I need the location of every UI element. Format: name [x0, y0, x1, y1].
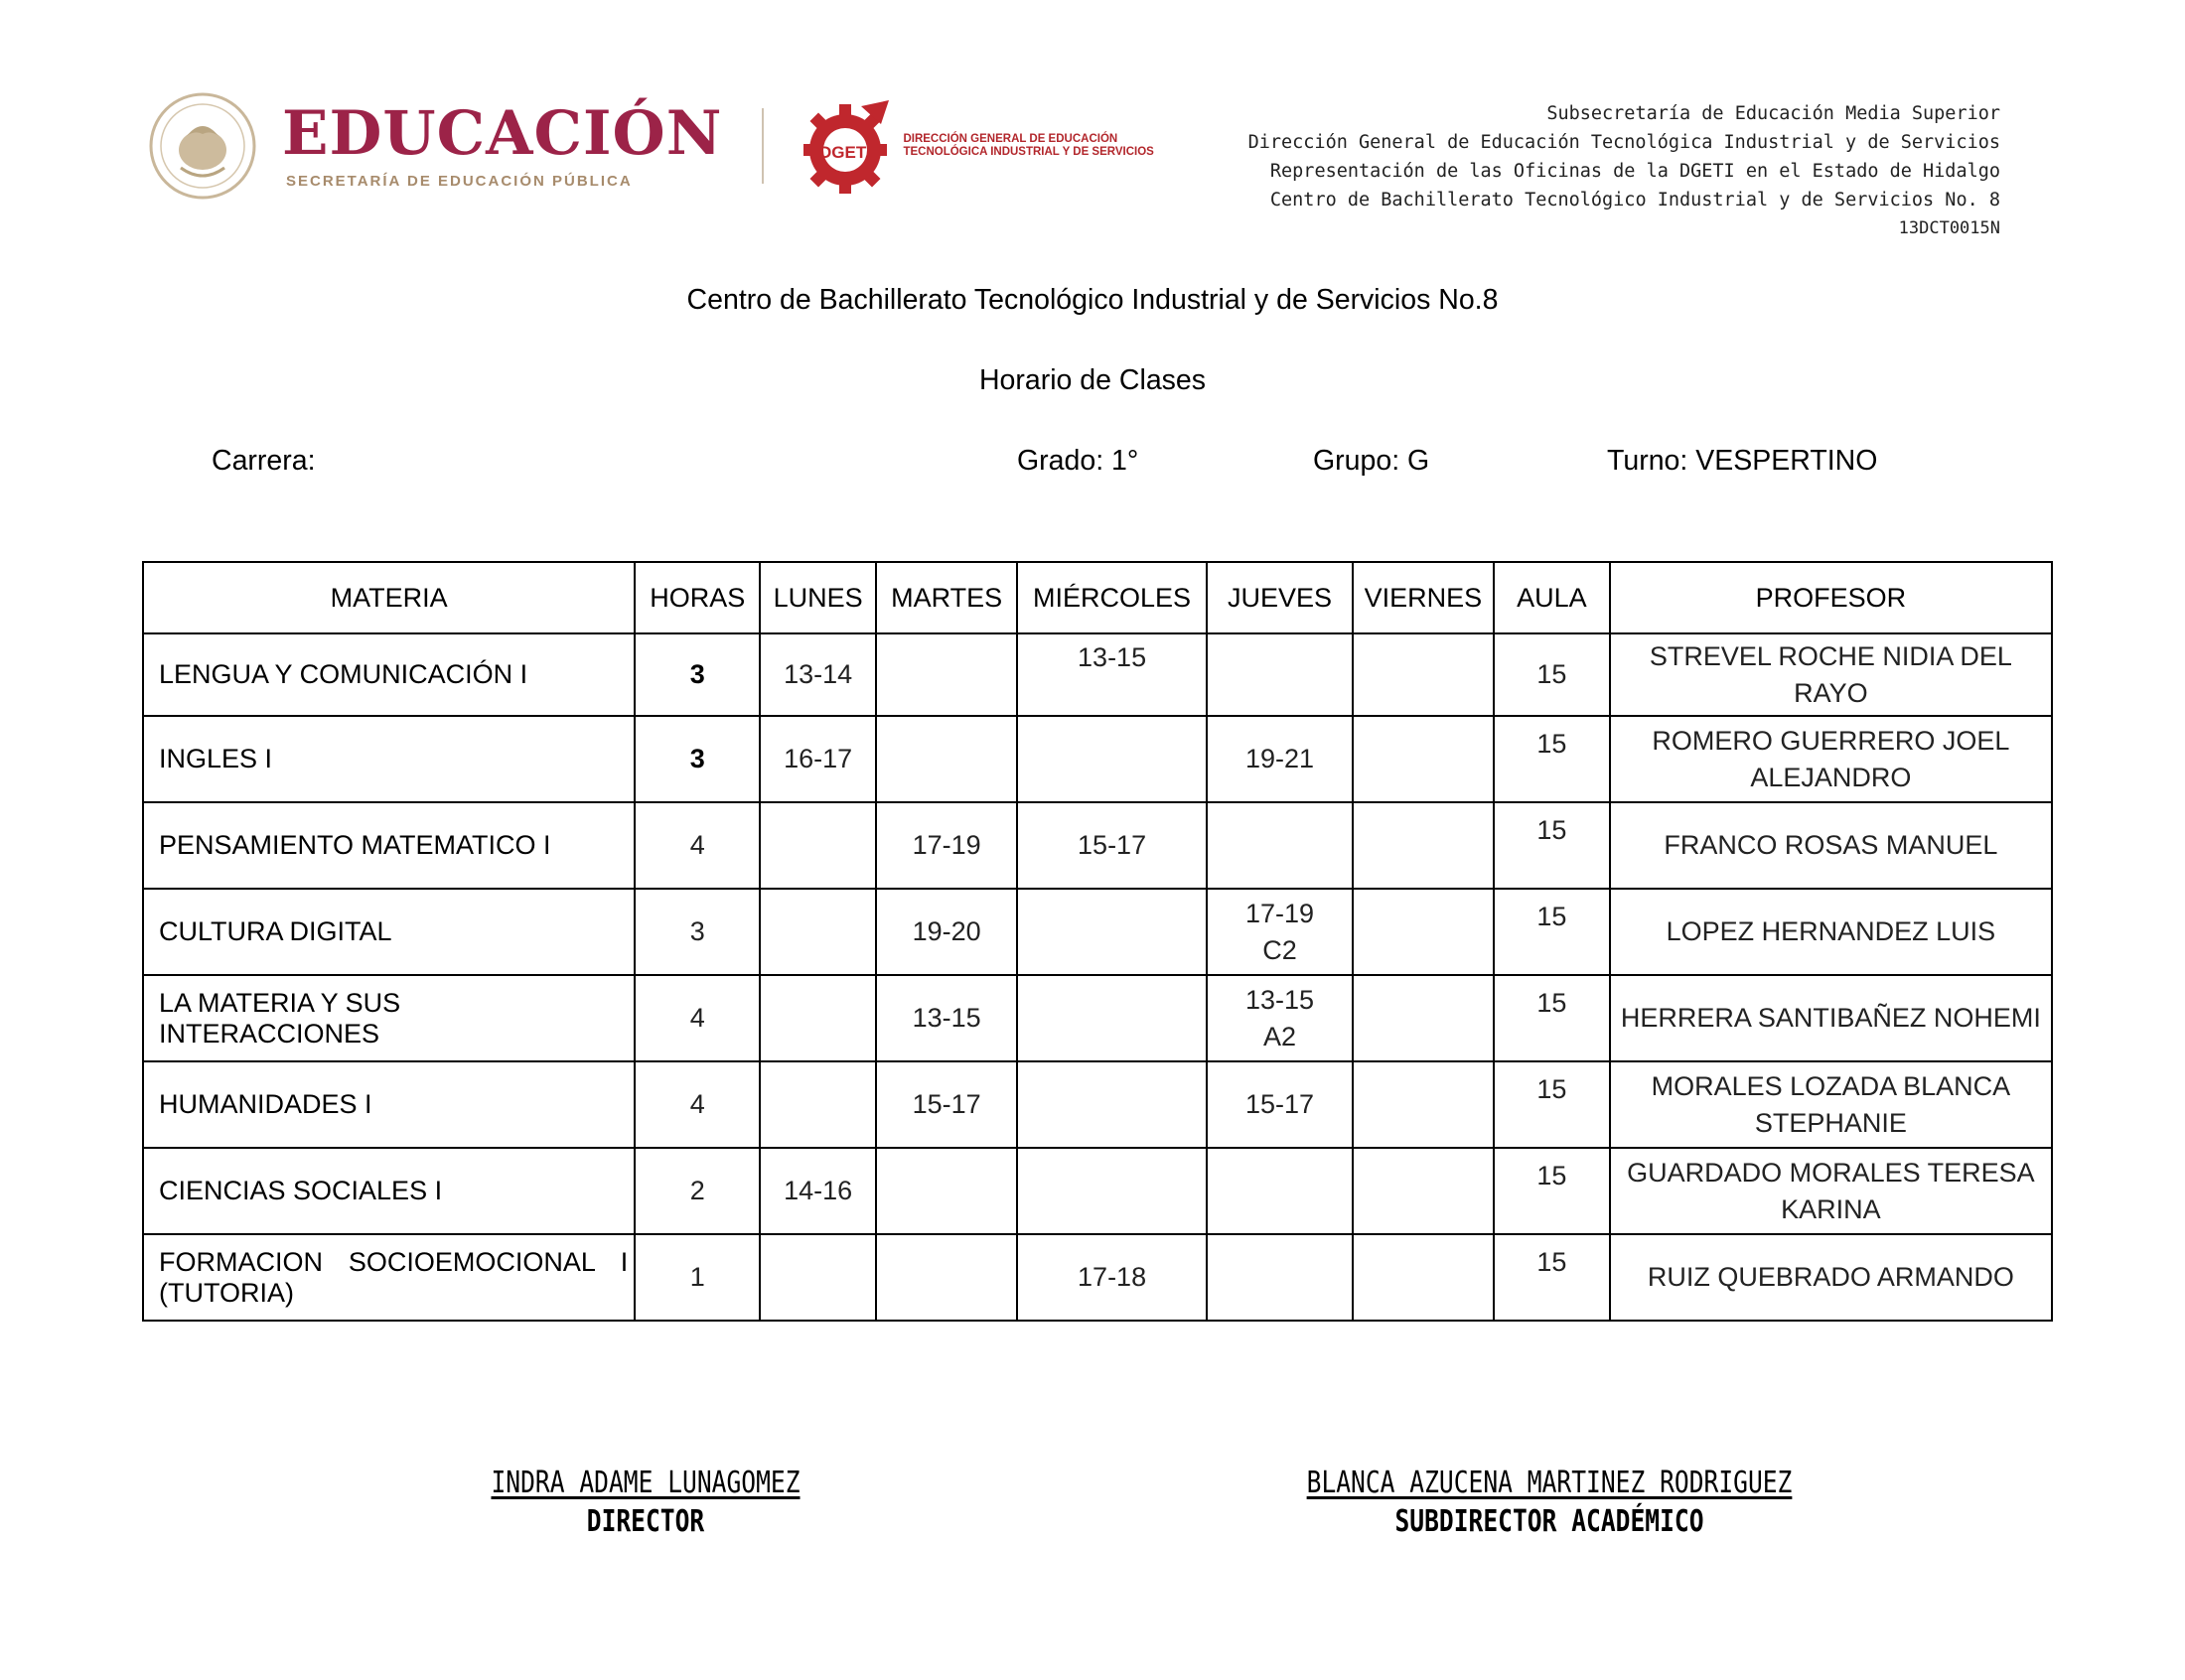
header-logos [147, 91, 1154, 201]
schedule-table [142, 561, 2053, 1322]
cell-jueves [1207, 975, 1353, 1061]
column-header: LUNES [760, 562, 876, 633]
cell-miercoles: 13-15 [1017, 633, 1207, 716]
cell-jueves [1207, 1061, 1353, 1148]
cell-lunes: 13-14 [760, 633, 876, 716]
cell-viernes [1353, 1234, 1494, 1321]
cell-horas: 4 [635, 802, 760, 889]
cell-profesor [1610, 802, 2052, 889]
grupo-label: Grupo: G [1313, 445, 1430, 477]
cell-aula: 15 [1494, 1061, 1610, 1148]
education-logo [282, 97, 723, 190]
column-header: JUEVES [1207, 562, 1353, 633]
cell-profesor [1610, 1234, 2052, 1321]
cell-aula: 15 [1494, 1234, 1610, 1321]
cell-miercoles: 17-18 [1017, 1234, 1207, 1321]
cell-aula: 15 [1494, 1148, 1610, 1234]
table-row [143, 1061, 2052, 1148]
cell-profesor [1610, 889, 2052, 975]
column-header: PROFESOR [1610, 562, 2052, 633]
column-header: VIERNES [1353, 562, 1494, 633]
cell-horas: 4 [635, 975, 760, 1061]
column-header: MATERIA [143, 562, 635, 633]
table-row [143, 889, 2052, 975]
cell-martes: 19-20 [876, 889, 1017, 975]
cell-materia: FORMACION SOCIOEMOCIONAL I (TUTORIA) [143, 1234, 635, 1321]
cell-viernes [1353, 716, 1494, 802]
table-row [143, 633, 2052, 716]
profesor-line-1: FRANCO ROSAS MANUEL [1664, 830, 1998, 860]
cell-aula: 15 [1494, 889, 1610, 975]
cell-viernes [1353, 802, 1494, 889]
dgeti-line-1: DIRECCIÓN GENERAL DE EDUCACIÓN [903, 133, 1118, 145]
signatory-role: DIRECTOR [586, 1504, 705, 1539]
cell-profesor [1610, 1148, 2052, 1234]
jueves-time: 13-15 [1244, 984, 1315, 1015]
header-line-3: Representación de las Oficinas de la DGETI en el Estado de Hidalgo [1269, 161, 2000, 182]
cell-materia: CULTURA DIGITAL [143, 889, 635, 975]
cell-jueves [1207, 716, 1353, 802]
dgeti-logo-text: DGETI [819, 143, 872, 162]
grado-label: Grado: 1° [1017, 445, 1139, 477]
cell-aula: 15 [1494, 716, 1610, 802]
cell-lunes: 14-16 [760, 1148, 876, 1234]
cell-lunes [760, 1234, 876, 1321]
header-line-4: Centro de Bachillerato Tecnológico Industrial y de Servicios No. 8 [1269, 190, 2000, 210]
cell-aula: 15 [1494, 633, 1610, 716]
cell-miercoles [1017, 716, 1207, 802]
profesor-line-2: KARINA [1781, 1193, 1881, 1224]
table-row [143, 802, 2052, 889]
cell-martes [876, 633, 1017, 716]
cell-horas: 3 [635, 889, 760, 975]
cell-martes [876, 1148, 1017, 1234]
cell-jueves [1207, 802, 1353, 889]
document-subtitle: Horario de Clases [978, 364, 1207, 396]
cell-viernes [1353, 1148, 1494, 1234]
dgeti-line-2: TECNOLÓGICA INDUSTRIAL Y DE SERVICIOS [903, 146, 1154, 158]
cell-profesor [1610, 975, 2052, 1061]
profesor-line-1: RUIZ QUEBRADO ARMANDO [1647, 1262, 2014, 1292]
cell-viernes [1353, 889, 1494, 975]
cell-jueves [1207, 1148, 1353, 1234]
cell-horas: 2 [635, 1148, 760, 1234]
cell-horas: 1 [635, 1234, 760, 1321]
cell-horas: 4 [635, 1061, 760, 1148]
profesor-line-2: STEPHANIE [1754, 1107, 1907, 1138]
cell-materia: LA MATERIA Y SUS INTERACCIONES [143, 975, 635, 1061]
profesor-line-1: HERRERA SANTIBAÑEZ NOHEMI [1620, 1003, 2041, 1033]
logo-title: EDUCACIÓN [282, 97, 723, 169]
jueves-room: A2 [1262, 1021, 1296, 1051]
cell-miercoles [1017, 1061, 1207, 1148]
cell-profesor [1610, 1061, 2052, 1148]
header-line-1: Subsecretaría de Educación Media Superior [1546, 103, 2000, 124]
signatory-name: INDRA ADAME LUNAGOMEZ [491, 1466, 801, 1500]
cell-aula: 15 [1494, 975, 1610, 1061]
table-row [143, 1148, 2052, 1234]
jueves-time: 19-21 [1244, 744, 1315, 773]
dgeti-name [903, 133, 1153, 159]
cell-horas: 3 [635, 633, 760, 716]
signatory-role: SUBDIRECTOR ACADÉMICO [1394, 1504, 1704, 1539]
cell-martes: 15-17 [876, 1061, 1017, 1148]
document-title: Centro de Bachillerato Tecnológico Industrial y de Servicios No.8 [686, 284, 1499, 316]
column-header: MARTES [876, 562, 1017, 633]
dgeti-gear-icon [801, 98, 893, 194]
table-row [143, 1234, 2052, 1321]
table-row [143, 716, 2052, 802]
cell-lunes: 16-17 [760, 716, 876, 802]
cell-viernes [1353, 633, 1494, 716]
cell-martes: 17-19 [876, 802, 1017, 889]
profesor-line-1: STREVEL ROCHE NIDIA DEL RAYO [1649, 640, 2012, 708]
table-header-row [143, 562, 2052, 633]
logo-subtitle: SECRETARÍA DE EDUCACIÓN PÚBLICA [286, 172, 633, 190]
column-header: AULA [1494, 562, 1610, 633]
logo-divider [762, 108, 764, 184]
signature-subdirector [1264, 1466, 1834, 1539]
signature-director [450, 1466, 841, 1539]
profesor-line-1: ROMERO GUERRERO JOEL [1652, 725, 2010, 756]
turno-label: Turno: VESPERTINO [1607, 445, 1878, 477]
profesor-line-1: MORALES LOZADA BLANCA [1651, 1070, 2011, 1101]
cell-viernes [1353, 975, 1494, 1061]
cell-lunes [760, 802, 876, 889]
jueves-time: 17-19 [1244, 898, 1315, 928]
cell-materia: HUMANIDADES I [143, 1061, 635, 1148]
carrera-label: Carrera: [212, 445, 316, 477]
cell-viernes [1353, 1061, 1494, 1148]
cell-martes [876, 716, 1017, 802]
profesor-line-1: GUARDADO MORALES TERESA [1627, 1157, 2035, 1188]
institution-header [1248, 99, 2000, 243]
cell-martes [876, 1234, 1017, 1321]
mexico-seal-icon [147, 90, 258, 202]
cell-profesor [1610, 716, 2052, 802]
profesor-line-2: ALEJANDRO [1750, 762, 1912, 792]
cell-martes: 13-15 [876, 975, 1017, 1061]
cell-miercoles: 15-17 [1017, 802, 1207, 889]
cell-lunes [760, 1061, 876, 1148]
cell-profesor [1610, 633, 2052, 716]
jueves-room: C2 [1262, 934, 1297, 965]
cell-materia: LENGUA Y COMUNICACIÓN I [143, 633, 635, 716]
column-header: MIÉRCOLES [1017, 562, 1207, 633]
cell-jueves [1207, 889, 1353, 975]
profesor-line-1: LOPEZ HERNANDEZ LUIS [1666, 916, 1996, 946]
table-row [143, 975, 2052, 1061]
cell-miercoles [1017, 975, 1207, 1061]
cell-lunes [760, 889, 876, 975]
school-code: 13DCT0015N [1898, 218, 2000, 238]
cell-jueves [1207, 633, 1353, 716]
jueves-time: 15-17 [1244, 1089, 1315, 1119]
cell-miercoles [1017, 889, 1207, 975]
cell-aula: 15 [1494, 802, 1610, 889]
column-header: HORAS [635, 562, 760, 633]
cell-lunes [760, 975, 876, 1061]
header-line-2: Dirección General de Educación Tecnológica Industrial y de Servicios [1247, 132, 2000, 153]
signatory-name: BLANCA AZUCENA MARTINEZ RODRIGUEZ [1306, 1466, 1793, 1500]
cell-horas: 3 [635, 716, 760, 802]
cell-jueves [1207, 1234, 1353, 1321]
cell-materia: CIENCIAS SOCIALES I [143, 1148, 635, 1234]
cell-materia: PENSAMIENTO MATEMATICO I [143, 802, 635, 889]
cell-materia: INGLES I [143, 716, 635, 802]
cell-miercoles [1017, 1148, 1207, 1234]
